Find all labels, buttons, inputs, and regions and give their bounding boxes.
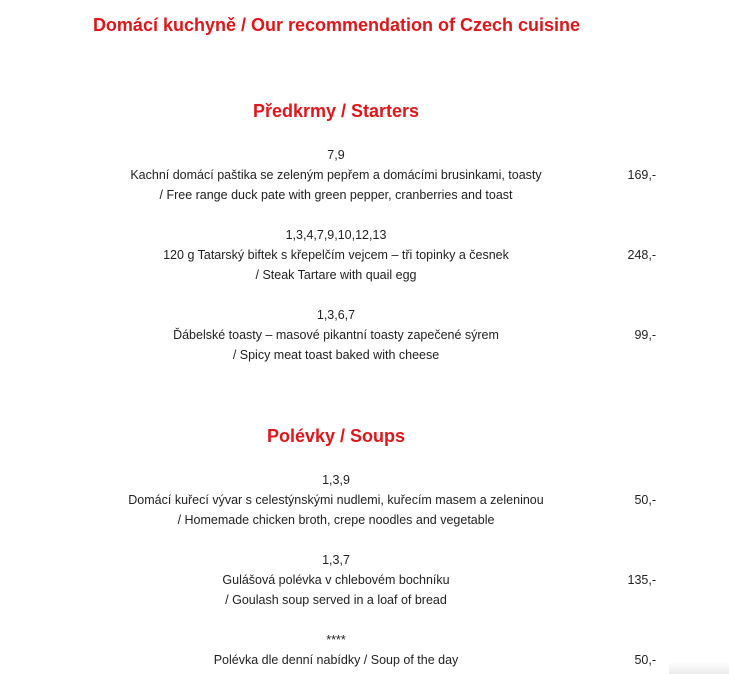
allergen-codes: 1,3,4,7,9,10,12,13 xyxy=(285,228,387,242)
menu-item-chicken-broth xyxy=(0,470,729,532)
menu-item-goulash-soup xyxy=(0,550,729,612)
menu-item-duck-pate xyxy=(0,145,729,207)
section-heading-starters: Předkrmy / Starters xyxy=(252,101,420,121)
allergen-codes: 1,3,7 xyxy=(322,553,350,567)
item-translation: / Goulash soup served in a loaf of bread xyxy=(225,593,447,607)
item-description: Kachní domácí paštika se zeleným pepřem a domácími brusinkami, toasty xyxy=(130,168,542,182)
menu-item-spicy-toast xyxy=(0,305,729,367)
allergen-codes: 7,9 xyxy=(327,148,345,162)
item-translation: / Free range duck pate with green pepper, cranberries and toast xyxy=(159,188,513,202)
item-translation: / Spicy meat toast baked with cheese xyxy=(232,348,440,362)
item-description: Gulášová polévka v chlebovém bochníku xyxy=(222,573,450,587)
menu-item-steak-tartare xyxy=(0,225,729,287)
item-price: 99,- xyxy=(634,328,656,342)
allergen-codes: **** xyxy=(326,633,346,647)
section-heading-soups: Polévky / Soups xyxy=(266,426,406,446)
allergen-codes: 1,3,6,7 xyxy=(316,308,356,322)
item-price: 135,- xyxy=(627,573,656,587)
item-price: 248,- xyxy=(627,248,656,262)
item-price: 50,- xyxy=(634,493,656,507)
item-description: Domácí kuřecí vývar s celestýnskými nudlemi, kuřecím masem a zeleninou xyxy=(128,493,544,507)
page-title: Domácí kuchyně / Our recommendation of Czech cuisine xyxy=(92,15,581,35)
menu-item-soup-of-the-day xyxy=(0,630,729,674)
allergen-codes: 1,3,9 xyxy=(322,473,350,487)
page-edge-shadow xyxy=(669,662,729,674)
item-price: 169,- xyxy=(627,168,656,182)
item-translation: / Steak Tartare with quail egg xyxy=(255,268,417,282)
item-price: 50,- xyxy=(634,653,656,667)
item-description: 120 g Tatarský biftek s křepelčím vejcem – tři topinky a česnek xyxy=(163,248,509,262)
item-description: Polévka dle denní nabídky / Soup of the day xyxy=(213,653,459,667)
item-description: Ďábelské toasty – masové pikantní toasty zapečené sýrem xyxy=(173,328,499,342)
item-translation: / Homemade chicken broth, crepe noodles and vegetable xyxy=(177,513,495,527)
